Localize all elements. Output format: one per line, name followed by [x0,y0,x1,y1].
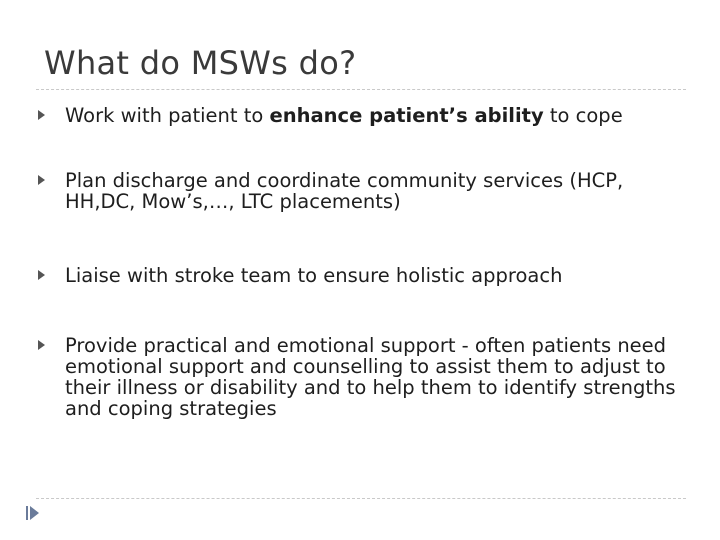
bullet-emphasis: enhance patient’s ability [269,104,544,127]
title-divider [36,89,686,90]
nav-bar-icon[interactable] [26,506,28,520]
bullet-text: Plan discharge and coordinate community services (HCP, HH,DC, Mow’s,…, LTC placements) [65,169,624,213]
triangle-right-icon [38,340,45,350]
bullet-text: Work with patient to enhance patient’s ability to cope [65,104,623,127]
triangle-right-icon [38,175,45,185]
slide-title: What do MSWs do? [44,44,357,82]
bullet-item [38,335,688,419]
triangle-right-icon [38,110,45,120]
bullet-item [38,105,623,126]
bullet-text: Provide practical and emotional support - often patients need emotional support and counselling to assist them to adjust to their illness or disability and to help them to identify strengths and coping strategies [65,334,676,420]
play-icon[interactable] [30,506,39,520]
triangle-right-icon [38,270,45,280]
footer-divider [36,498,686,499]
bullet-item [38,265,562,286]
bullet-item [38,170,688,212]
bullet-text: Liaise with stroke team to ensure holistic approach [65,264,563,287]
